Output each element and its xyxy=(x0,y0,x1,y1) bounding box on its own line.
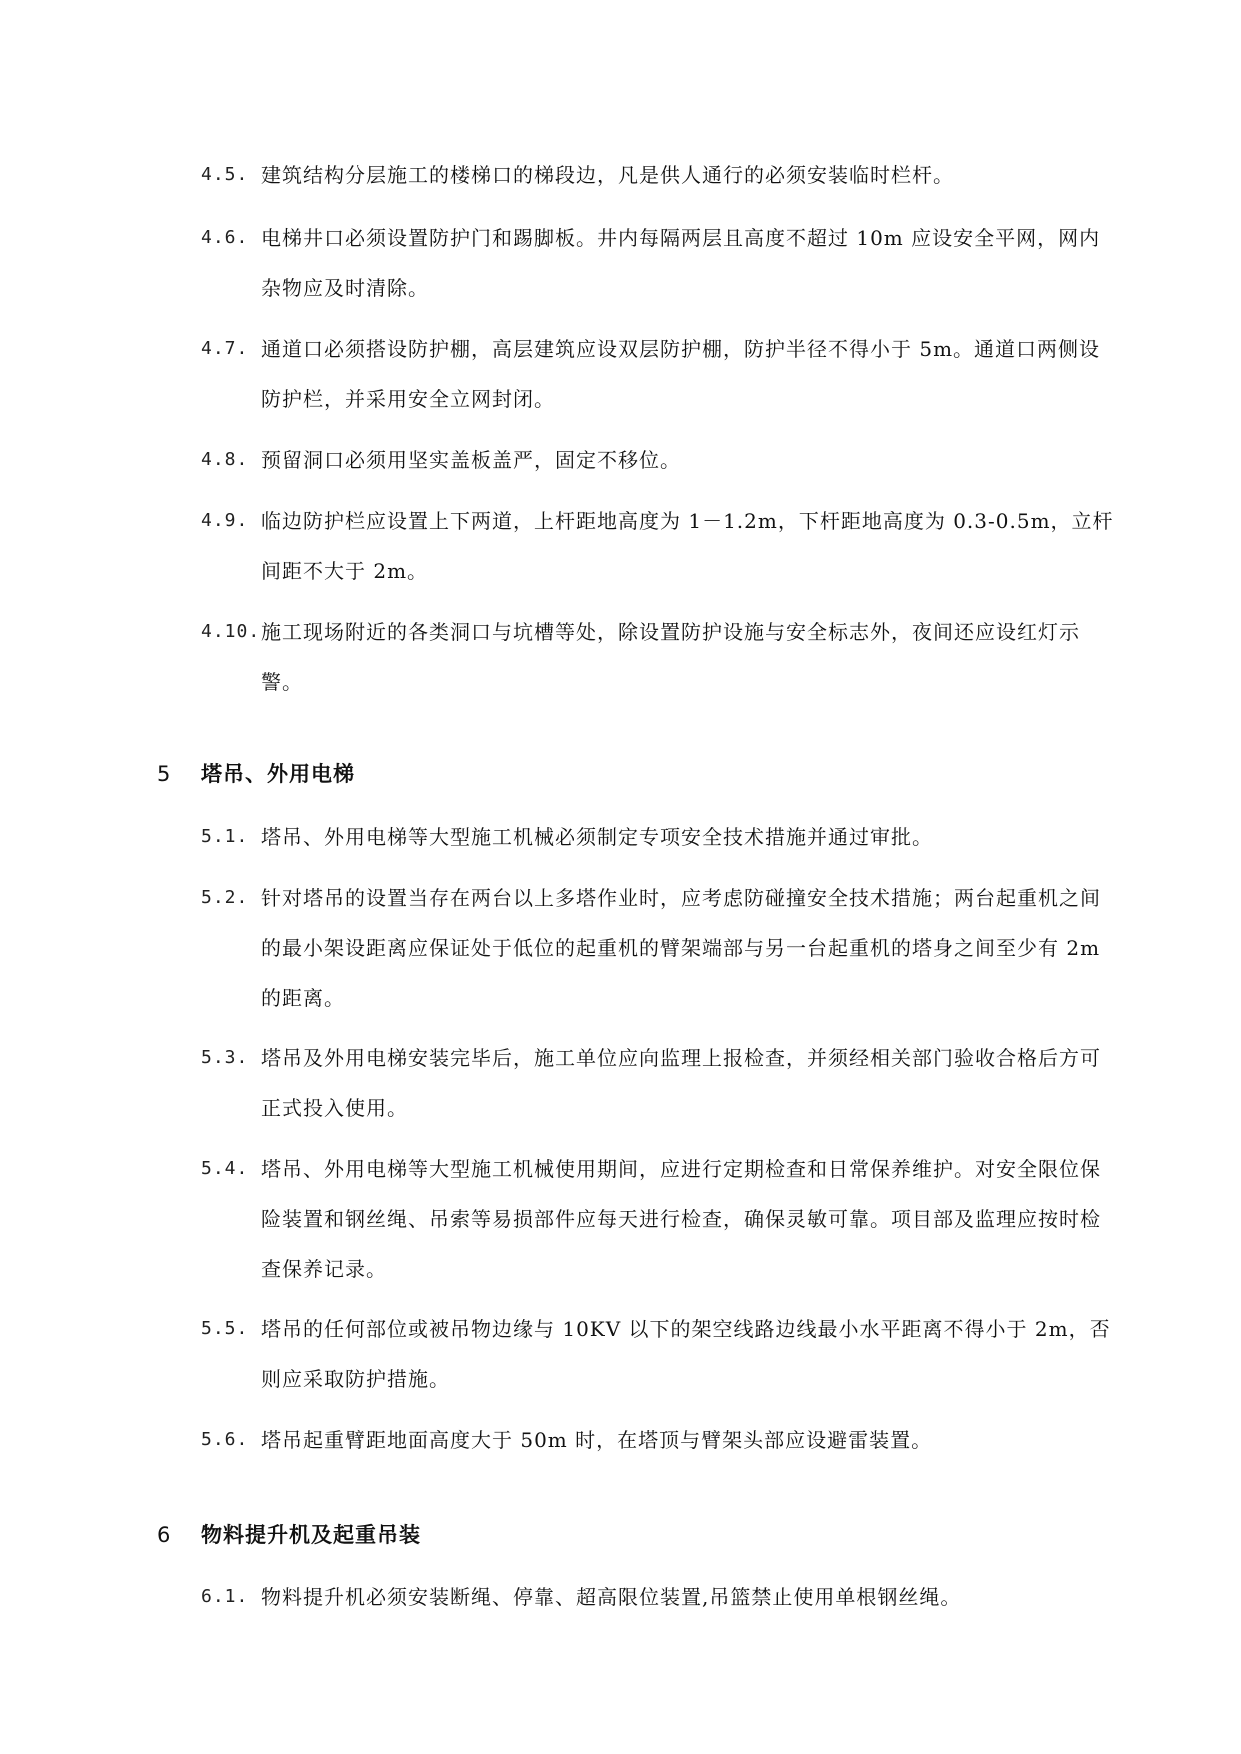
clause-number: 4.6. xyxy=(201,227,249,248)
clause-text: 通道口必须搭设防护棚，高层建筑应设双层防护棚，防护半径不得小于 5m。通道口两侧设防护栏，并采用安全立网封闭。 xyxy=(261,337,1101,411)
clause-4-9 xyxy=(201,496,1121,596)
clause-number: 6.1. xyxy=(201,1586,249,1607)
clause-text: 塔吊、外用电梯等大型施工机械使用期间，应进行定期检查和日常保养维护。对安全限位保险装置和钢丝绳、吊索等易损部件应每天进行检查，确保灵敏可靠。项目部及监理应按时检查保养记录。 xyxy=(261,1157,1101,1281)
section-title: 物料提升机及起重吊装 xyxy=(201,1523,421,1547)
section-heading-5 xyxy=(157,754,355,794)
clause-number: 5.5. xyxy=(201,1318,249,1339)
section-heading-6 xyxy=(157,1515,421,1555)
clause-text: 物料提升机必须安装断绳、停靠、超高限位装置,吊篮禁止使用单根钢丝绳。 xyxy=(261,1585,962,1609)
clause-number: 5.3. xyxy=(201,1047,249,1068)
clause-text: 临边防护栏应设置上下两道，上杆距地高度为 1－1.2m，下杆距地高度为 0.3-0.5m，立杆间距不大于 2m。 xyxy=(261,509,1114,583)
clause-number: 5.1. xyxy=(201,826,249,847)
clause-5-1 xyxy=(201,812,1121,862)
clause-6-1 xyxy=(201,1572,1121,1622)
section-title: 塔吊、外用电梯 xyxy=(201,762,355,786)
clause-4-7 xyxy=(201,324,1121,424)
clause-4-8 xyxy=(201,435,1121,485)
clause-text: 施工现场附近的各类洞口与坑槽等处，除设置防护设施与安全标志外，夜间还应设红灯示警。 xyxy=(261,620,1080,694)
clause-text: 塔吊起重臂距地面高度大于 50m 时，在塔顶与臂架头部应设避雷装置。 xyxy=(261,1428,933,1452)
clause-number: 5.4. xyxy=(201,1158,249,1179)
clause-number: 5.6. xyxy=(201,1429,249,1450)
section-number: 6 xyxy=(157,1523,171,1547)
clause-number: 4.10. xyxy=(201,621,261,642)
clause-5-2 xyxy=(201,873,1121,1023)
clause-4-6 xyxy=(201,213,1121,313)
clause-text: 建筑结构分层施工的楼梯口的梯段边，凡是供人通行的必须安装临时栏杆。 xyxy=(261,163,954,187)
clause-number: 5.2. xyxy=(201,887,249,908)
clause-number: 4.7. xyxy=(201,338,249,359)
clause-4-5 xyxy=(201,150,1121,200)
clause-5-5 xyxy=(201,1304,1121,1404)
clause-text: 塔吊、外用电梯等大型施工机械必须制定专项安全技术措施并通过审批。 xyxy=(261,825,933,849)
clause-text: 塔吊的任何部位或被吊物边缘与 10KV 以下的架空线路边线最小水平距离不得小于 2m，否则应采取防护措施。 xyxy=(261,1317,1111,1391)
clause-5-3 xyxy=(201,1033,1121,1133)
clause-5-4 xyxy=(201,1144,1121,1294)
clause-text: 塔吊及外用电梯安装完毕后，施工单位应向监理上报检查，并须经相关部门验收合格后方可正式投入使用。 xyxy=(261,1046,1101,1120)
clause-number: 4.9. xyxy=(201,510,249,531)
section-number: 5 xyxy=(157,762,171,786)
clause-number: 4.8. xyxy=(201,449,249,470)
clause-text: 针对塔吊的设置当存在两台以上多塔作业时，应考虑防碰撞安全技术措施；两台起重机之间的最小架设距离应保证处于低位的起重机的臂架端部与另一台起重机的塔身之间至少有 2m 的距离。 xyxy=(261,886,1101,1010)
clause-number: 4.5. xyxy=(201,164,249,185)
clause-4-10 xyxy=(201,607,1121,707)
clause-text: 预留洞口必须用坚实盖板盖严，固定不移位。 xyxy=(261,448,681,472)
clause-5-6 xyxy=(201,1415,1121,1465)
clause-text: 电梯井口必须设置防护门和踢脚板。井内每隔两层且高度不超过 10m 应设安全平网，网内杂物应及时清除。 xyxy=(261,226,1101,300)
